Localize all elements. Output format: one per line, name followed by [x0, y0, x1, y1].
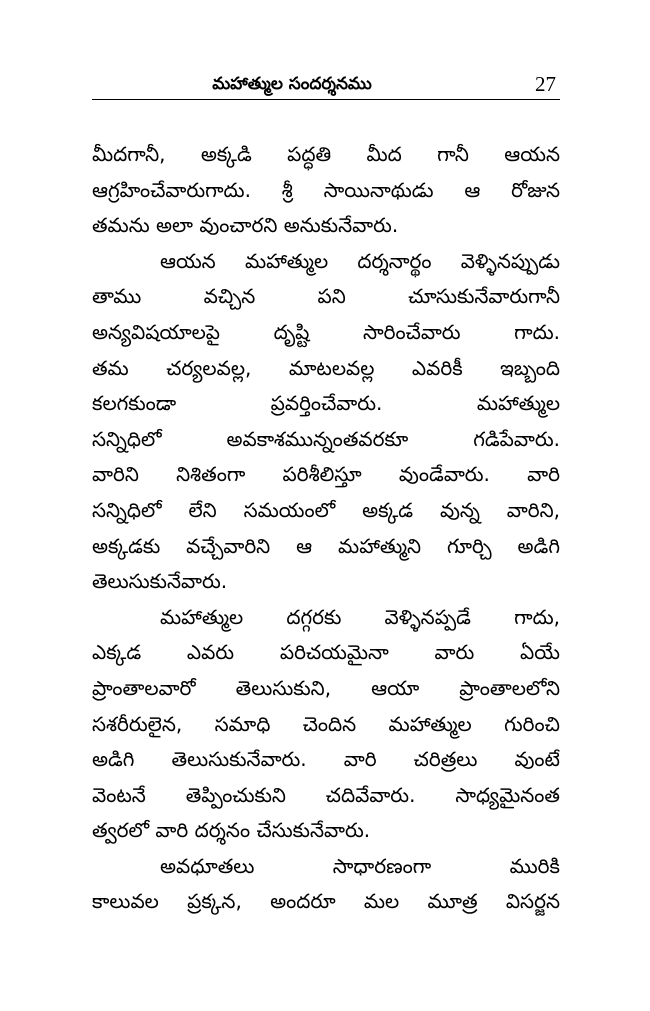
- text-line: త్వరలో వారి దర్శనం చేసుకునేవారు.: [92, 818, 371, 843]
- text-line: అక్కడకు వచ్చేవారిని ఆ మహాత్ముని గూర్చి అడిగి: [92, 533, 560, 558]
- text-line: సశరీరులైన, సమాధి చెందిన మహాత్ముల గురించి: [92, 711, 560, 736]
- text-line: తెలుసుకునేవారు.: [92, 569, 228, 594]
- running-head: [92, 70, 560, 100]
- text-line: ఎక్కడ ఎవరు పరిచయమైనా వారు ఏయే: [92, 640, 560, 665]
- text-line: మీదగానీ, అక్కడి పద్ధతి మీద గానీ ఆయన: [92, 142, 560, 166]
- text-line: అన్యవిషయాలపై దృష్టి సారించేవారు గాదు.: [92, 319, 560, 344]
- text-line: తాము వచ్చిన పని చూసుకునేవారుగానీ: [92, 284, 560, 309]
- body-text: [92, 137, 560, 920]
- text-line: వెంటనే తెప్పించుకుని చదివేవారు. సాధ్యమైనంత: [92, 782, 560, 807]
- text-line: అడిగి తెలుసుకునేవారు. వారి చరిత్రలు వుంటే: [92, 747, 560, 772]
- running-head-title: మహాత్ముల సందర్శనము: [212, 74, 372, 94]
- text-line: ప్రాంతాలవారో తెలుసుకుని, ఆయా ప్రాంతాలలోని: [92, 675, 560, 700]
- text-line: తమ చర్యలవల్ల, మాటలవల్ల ఎవరికీ ఇబ్బంది: [92, 355, 560, 380]
- text-line: ఆయన మహాత్ముల దర్శనార్థం వెళ్ళినప్పుడు: [160, 248, 560, 273]
- text-line: సన్నిధిలో లేని సమయంలో అక్కడ వున్న వారిని,: [92, 497, 560, 522]
- text-line: తమను అలా వుంచారని అనుకునేవారు.: [92, 213, 399, 238]
- text-line: వారిని నిశితంగా పరిశీలిస్తూ వుండేవారు. వారి: [92, 462, 560, 487]
- text-line: కలగకుండా ప్రవర్తించేవారు. మహాత్ముల: [92, 391, 560, 416]
- page-number: 27: [535, 72, 556, 96]
- text-line: ఆగ్రహించేవారుగాదు. శ్రీ సాయినాథుడు ఆ రోజున: [92, 177, 560, 202]
- text-line: మహాత్ముల దగ్గరకు వెళ్ళినప్పడే గాదు,: [160, 604, 560, 629]
- text-line: సన్నిధిలో అవకాశమున్నంతవరకూ గడిపేవారు.: [92, 426, 560, 451]
- text-line: కాలువల ప్రక్కన, అందరూ మల మూత్ర విసర్జన: [92, 889, 560, 914]
- header-rule: [92, 99, 560, 100]
- text-line: అవధూతలు సాధారణంగా మురికి: [160, 853, 560, 878]
